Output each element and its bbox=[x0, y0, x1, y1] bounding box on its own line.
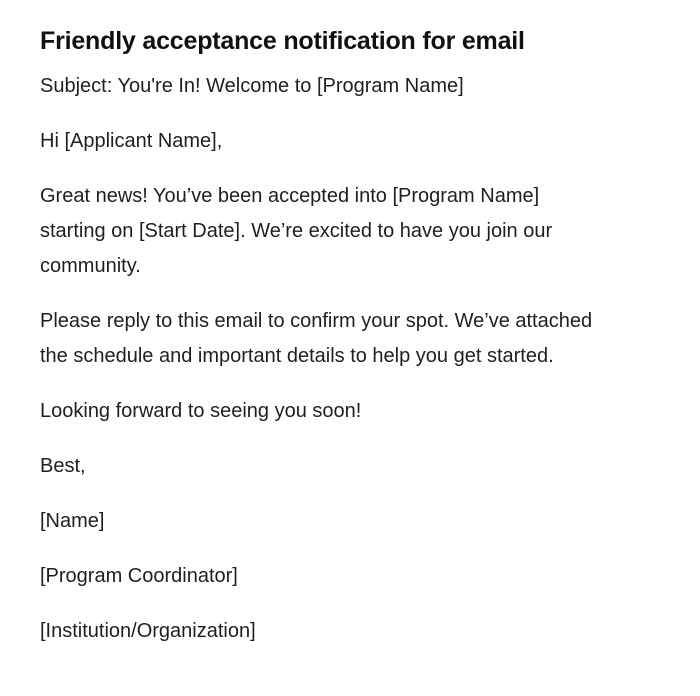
email-body-paragraph-3: Looking forward to seeing you soon! bbox=[40, 400, 362, 422]
signature-title: [Program Coordinator] bbox=[40, 565, 238, 587]
signature-organization: [Institution/Organization] bbox=[40, 620, 256, 642]
email-body-paragraph-1: Great news! You’ve been accepted into [Program Name] starting on [Start Date]. We’re excited to have you join our community. bbox=[40, 185, 553, 277]
document-title: Friendly acceptance notification for email bbox=[40, 27, 525, 55]
signature-name: [Name] bbox=[40, 510, 105, 532]
email-greeting: Hi [Applicant Name], bbox=[40, 130, 223, 152]
email-body-paragraph-2: Please reply to this email to confirm your spot. We’ve attached the schedule and important details to help you get started. bbox=[40, 310, 593, 367]
email-subject: Subject: You're In! Welcome to [Program Name] bbox=[40, 75, 464, 97]
email-closing: Best, bbox=[40, 455, 86, 477]
